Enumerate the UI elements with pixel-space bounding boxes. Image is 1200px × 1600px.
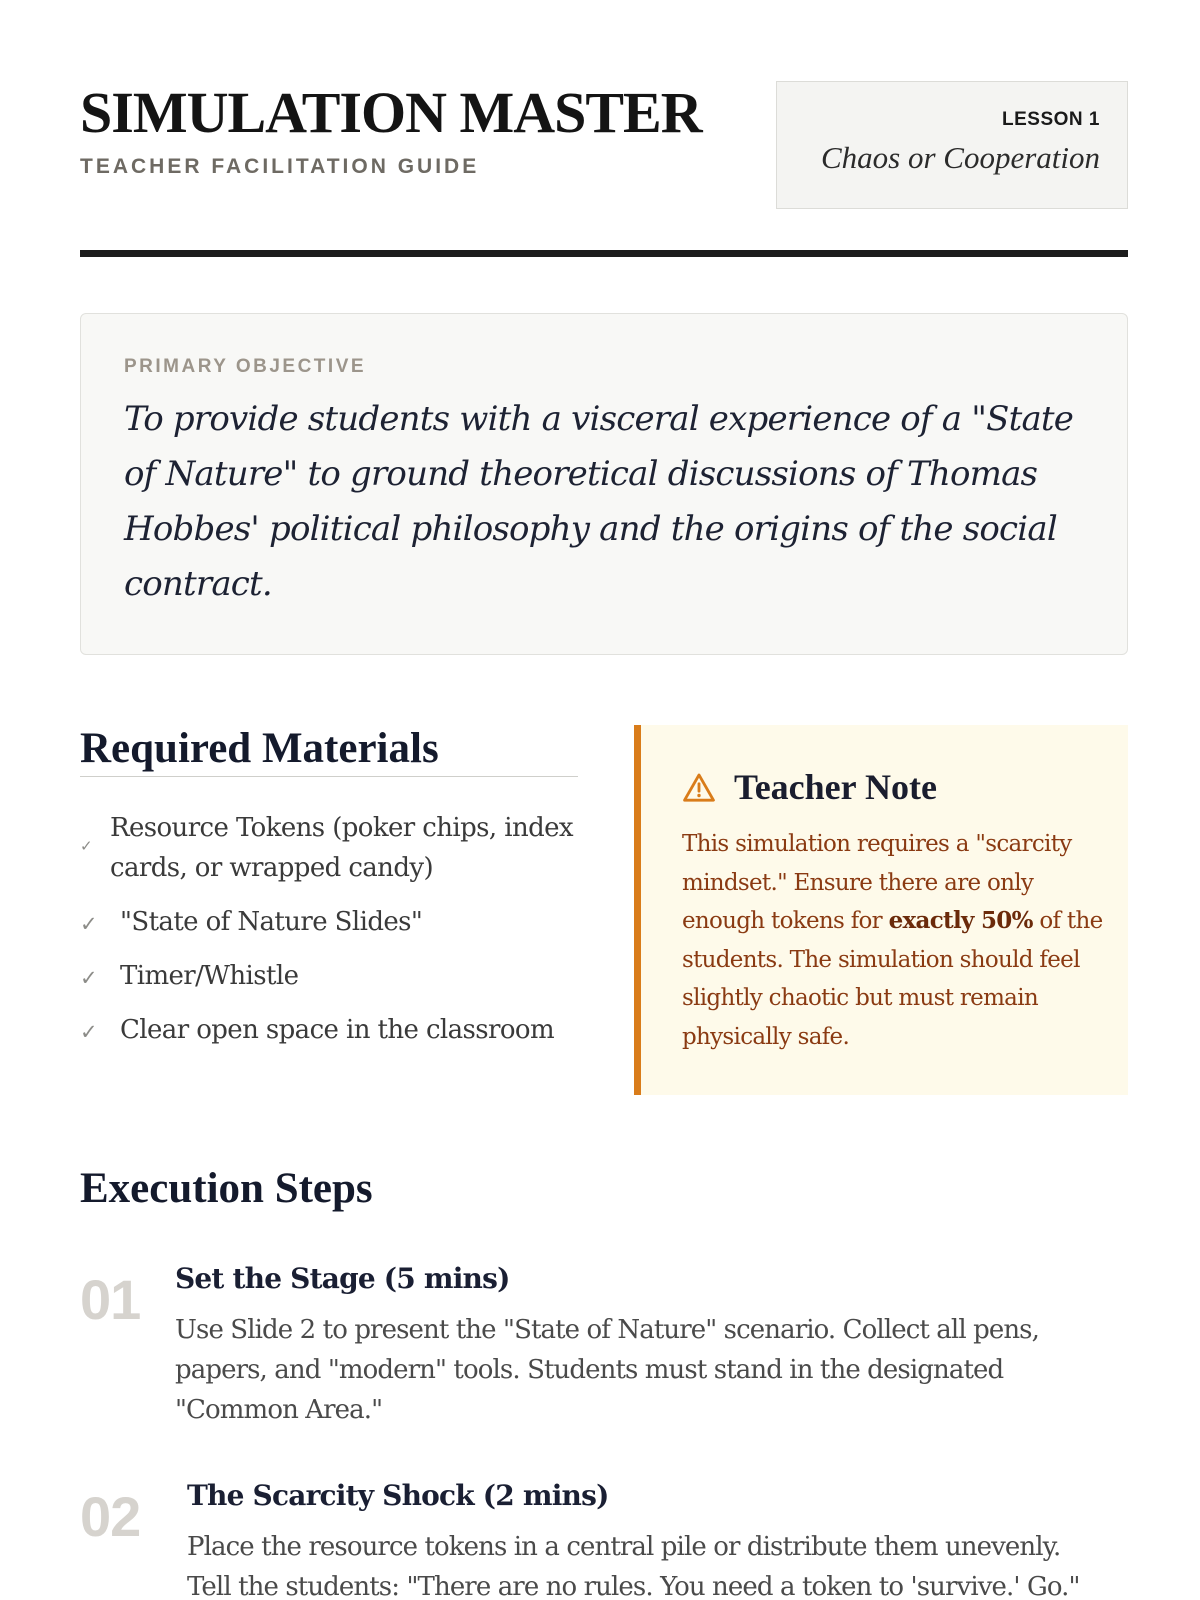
materials-heading: Required Materials bbox=[80, 725, 439, 772]
check-icon: ✓ bbox=[80, 912, 97, 936]
lesson-name: Chaos or Cooperation bbox=[820, 140, 1100, 175]
objective-panel bbox=[80, 313, 1128, 655]
objective-label: PRIMARY OBJECTIVE bbox=[124, 356, 367, 377]
teacher-note-title: Teacher Note bbox=[734, 767, 937, 807]
step-number: 02 bbox=[80, 1485, 141, 1548]
material-label: Timer/Whistle bbox=[120, 961, 299, 991]
step-title: Set the Stage (5 mins) bbox=[175, 1262, 510, 1295]
teacher-note-emphasis: exactly 50% bbox=[888, 907, 1033, 934]
material-label: Clear open space in the classroom bbox=[120, 1015, 555, 1045]
list-item bbox=[80, 956, 580, 996]
step-number: 01 bbox=[80, 1268, 141, 1331]
check-icon: ✓ bbox=[80, 837, 92, 855]
lesson-badge bbox=[776, 81, 1128, 209]
teacher-note-callout bbox=[634, 725, 1128, 1095]
step-description: Place the resource tokens in a central pile or distribute them unevenly. Tell the students: "There are no rules. You need a token to 'survive.' Go." bbox=[187, 1532, 1080, 1600]
materials-list bbox=[80, 808, 580, 1064]
header-divider bbox=[80, 250, 1128, 257]
step-description: Use Slide 2 to present the "State of Nature" scenario. Collect all pens, papers, and "modern" tools. Students must stand in the designated "Common Area." bbox=[175, 1315, 1039, 1425]
teacher-note-text: This simulation requires a "scarcity mindset." Ensure there are only enough tokens for exactly 50% of the students. The simulation should feel slightly chaotic but must remain physically safe. bbox=[682, 831, 1103, 1050]
list-item bbox=[80, 902, 580, 942]
warning-icon bbox=[682, 771, 716, 805]
list-item bbox=[80, 1010, 580, 1050]
check-icon: ✓ bbox=[80, 966, 97, 990]
material-label: Resource Tokens (poker chips, index cards, or wrapped candy) bbox=[110, 813, 573, 883]
check-icon: ✓ bbox=[80, 1020, 97, 1044]
objective-text: To provide students with a visceral experience of a "State of Nature" to ground theoretical discussions of Thomas Hobbes' political philosophy and the origins of the social contract. bbox=[124, 399, 1074, 604]
list-item bbox=[80, 808, 580, 888]
materials-divider bbox=[80, 776, 578, 777]
page-subtitle: TEACHER FACILITATION GUIDE bbox=[80, 155, 480, 178]
step-title: The Scarcity Shock (2 mins) bbox=[187, 1479, 609, 1512]
lesson-number-label: LESSON 1 bbox=[1002, 109, 1100, 130]
execution-heading: Execution Steps bbox=[80, 1165, 373, 1212]
material-label: "State of Nature Slides" bbox=[120, 907, 423, 937]
page-title: SIMULATION MASTER bbox=[80, 80, 702, 145]
